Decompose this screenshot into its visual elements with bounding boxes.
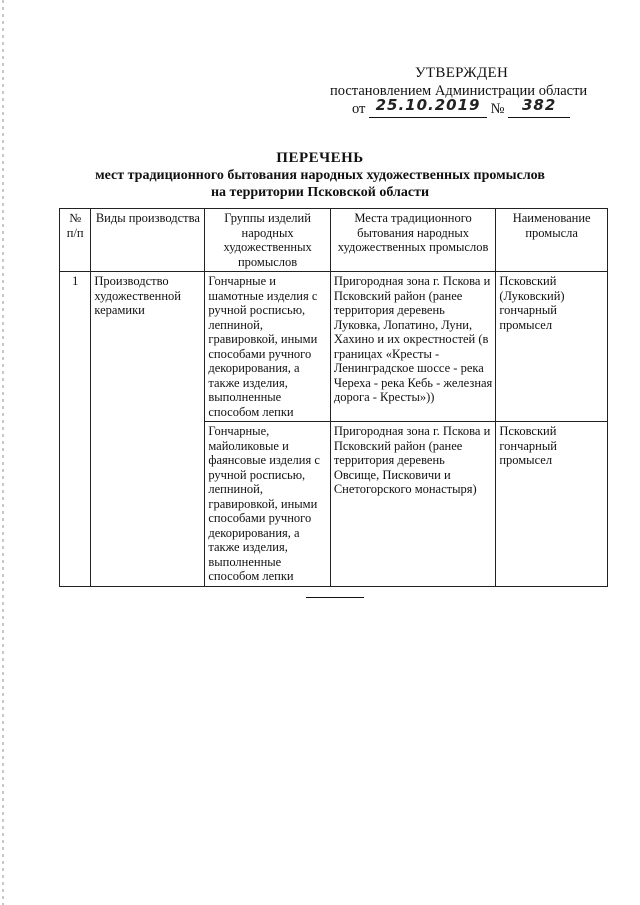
header-groups: Группы изделий народных художественных промыслов (205, 209, 330, 272)
approved-label: УТВЕРЖДЕН (415, 65, 509, 81)
decree-date-number-line (330, 96, 610, 118)
title-line-3: на территории Псковской области (210, 185, 430, 200)
cell-groups-a: Гончарные и шамотные изделия с ручной росписью, лепниной, гравировкой, иными способами ручного декорирования, а также изделия, выполненные способом лепки (205, 272, 330, 422)
decree-label: постановлением Администрации области (330, 83, 588, 99)
header-num: № п/п (60, 209, 91, 272)
title-line-2: мест традиционного бытования народных художественных промыслов (95, 168, 545, 183)
cell-craft-a: Псковский (Луковский) гончарный промысел (496, 272, 608, 422)
cell-groups-b: Гончарные, майоликовые и фаянсовые изделия с ручной росписью, лепниной, гравировкой, иными способами ручного декорирования, а также изделия, выполненные способом лепки (205, 422, 330, 587)
cell-production: Производство художественной керамики (91, 272, 205, 587)
handwritten-date: 25.10.2019 (375, 96, 481, 114)
date-field (369, 96, 487, 118)
approval-stamp (330, 64, 610, 118)
crafts-table (59, 208, 608, 587)
header-craft: Наименование промысла (496, 209, 608, 272)
cell-num: 1 (60, 272, 91, 587)
header-production: Виды производства (91, 209, 205, 272)
end-divider (306, 597, 364, 598)
document-title (0, 150, 640, 201)
scan-edge (2, 0, 4, 905)
from-label: от (352, 101, 366, 117)
cell-places-a: Пригородная зона г. Пскова и Псковский район (ранее территория деревень Луковка, Лопатино, Луни, Хахино и их окрестностей (в границах «Кресты - Ленинградское шоссе - река Череха - река Кебь - железная дорога - Кресты»)) (330, 272, 495, 422)
cell-craft-b: Псковский гончарный промысел (496, 422, 608, 587)
number-field (508, 96, 570, 118)
table-row (60, 272, 608, 422)
title-line-1: ПЕРЕЧЕНЬ (276, 150, 364, 166)
cell-places-b: Пригородная зона г. Пскова и Псковский район (ранее территория деревень Овсище, Писковичи и Снетогорского монастыря) (330, 422, 495, 587)
number-label: № (490, 101, 505, 117)
table-header-row (60, 209, 608, 272)
header-places: Места традиционного бытования народных художественных промыслов (330, 209, 495, 272)
handwritten-number: 382 (521, 96, 557, 114)
